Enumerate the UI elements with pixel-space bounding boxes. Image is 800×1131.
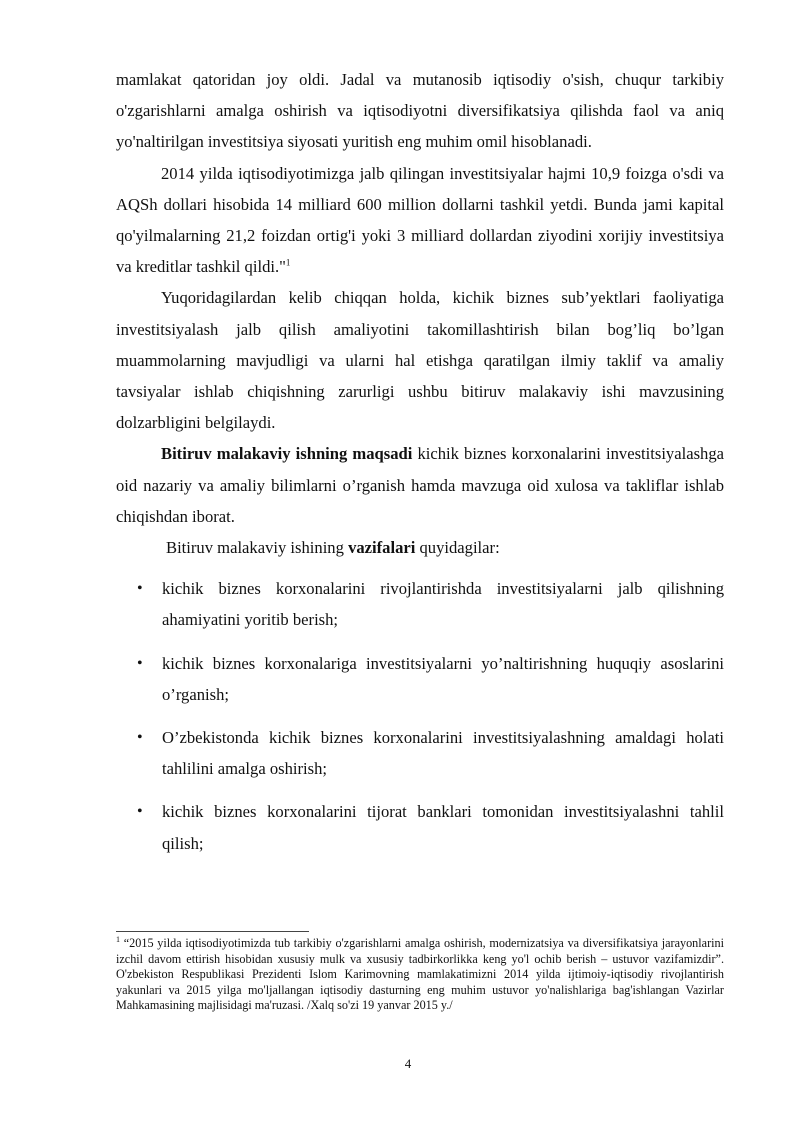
bullet-icon: • — [137, 654, 143, 672]
list-item-text: O’zbekistonda kichik biznes korxonalarini investitsiyalashning amaldagi holati tahlilini amalga oshirish; — [162, 728, 724, 779]
footnote-divider — [116, 931, 309, 932]
list-item — [116, 796, 724, 858]
paragraph-5 — [116, 532, 724, 563]
goal-heading: Bitiruv malakaviy ishning maqsadi — [161, 444, 413, 464]
footnote-marker: 1 — [116, 934, 120, 944]
tasks-heading: vazifalari — [348, 538, 416, 558]
list-item-text: kichik biznes korxonalariga investitsiyalarni yo’naltirishning huquqiy asoslarini o’rganish; — [162, 653, 724, 704]
footnote — [116, 936, 724, 1014]
goal-text: kichik biznes korxonalarini investitsiyalashga oid nazariy va amaliy bilimlarni o’rganish hamda mavzuga oid xulosa va takliflar ishlab chiqishdan iborat. — [116, 444, 724, 526]
footnote-reference: 1 — [285, 257, 291, 268]
paragraph-1: mamlakat qatoridan joy oldi. Jadal va mutanosib iqtisodiy o'sish, chuqur tarkibiy o'zgarishlarni amalga oshirish va iqtisodiyotni diversifikatsiya qilishda faol va aniq yo'naltirilgan investitsiya siyosati yuritish eng muhim omil hisoblanadi. — [116, 70, 724, 152]
list-item-text: kichik biznes korxonalarini rivojlantirishda investitsiyalarni jalb qilishning ahamiyatini yoritib berish; — [162, 579, 724, 630]
bullet-icon: • — [137, 803, 143, 821]
list-item — [116, 648, 724, 710]
list-item — [116, 573, 724, 635]
bullet-icon: • — [137, 729, 143, 747]
footnote-text: “2015 yilda iqtisodiyotimizda tub tarkibiy o'zgarishlarni amalga oshirish, modernizatsiya va diversifikatsiya jarayonlarini izchil davom ettirish hisobidan xususiy mulk va xususiy tadbirkorlikka keng yo'l ochib berish – ustuvor vazifamizdir”. O'zbekiston Respublikasi Prezidenti Islom Karimovning mamlakatimizni 2014 yilda ijtimoiy-iqtisodiy rivojlantirish yakunlari va 2015 yilga mo'ljallangan iqtisodiy dasturning eng muhim ustuvor yo'nalishlariga bag'ishlangan Vazirlar Mahkamasining majlisidagi ma'ruzasi. /Xalq so'zi 19 yanvar 2015 y./ — [116, 936, 724, 1013]
paragraph-4 — [116, 438, 724, 532]
list-item-text: kichik biznes korxonalarini tijorat banklari tomonidan investitsiyalashni tahlil qilish; — [162, 802, 724, 853]
tasks-intro-post: quyidagilar: — [415, 538, 500, 558]
paragraph-3: Yuqoridagilardan kelib chiqqan holda, kichik biznes sub’yektlari faoliyatiga investitsiyalash jalb qilish amaliyotini takomillashtirish bilan bog’liq bo’lgan muammolarning mavjudligi va ularni hal etishga qaratilgan ilmiy taklif va amaliy tavsiyalar ishlab chiqishning zarurligi ushbu bitiruv malakaviy ishi mavzusining dolzarbligini belgilaydi. — [116, 288, 724, 433]
tasks-intro-pre: Bitiruv malakaviy ishining — [166, 538, 349, 558]
paragraph-2 — [116, 158, 724, 283]
document-body — [116, 64, 724, 871]
bullet-icon: • — [137, 580, 143, 598]
tasks-list — [116, 573, 724, 859]
page-number: 4 — [404, 1056, 412, 1071]
paragraph-2-text: 2014 yilda iqtisodiyotimizga jalb qilingan investitsiyalar hajmi 10,9 foizga o'sdi va AQSh dollari hisobida 14 milliard 600 million dollarni tashkil yetdi. Bunda jami kapital qo'yilmalarning 21,2 foizdan ortig'i yoki 3 milliard dollardan ziyodini xorijiy investitsiya va kreditlar tashkil qildi." — [116, 163, 724, 277]
list-item — [116, 722, 724, 784]
